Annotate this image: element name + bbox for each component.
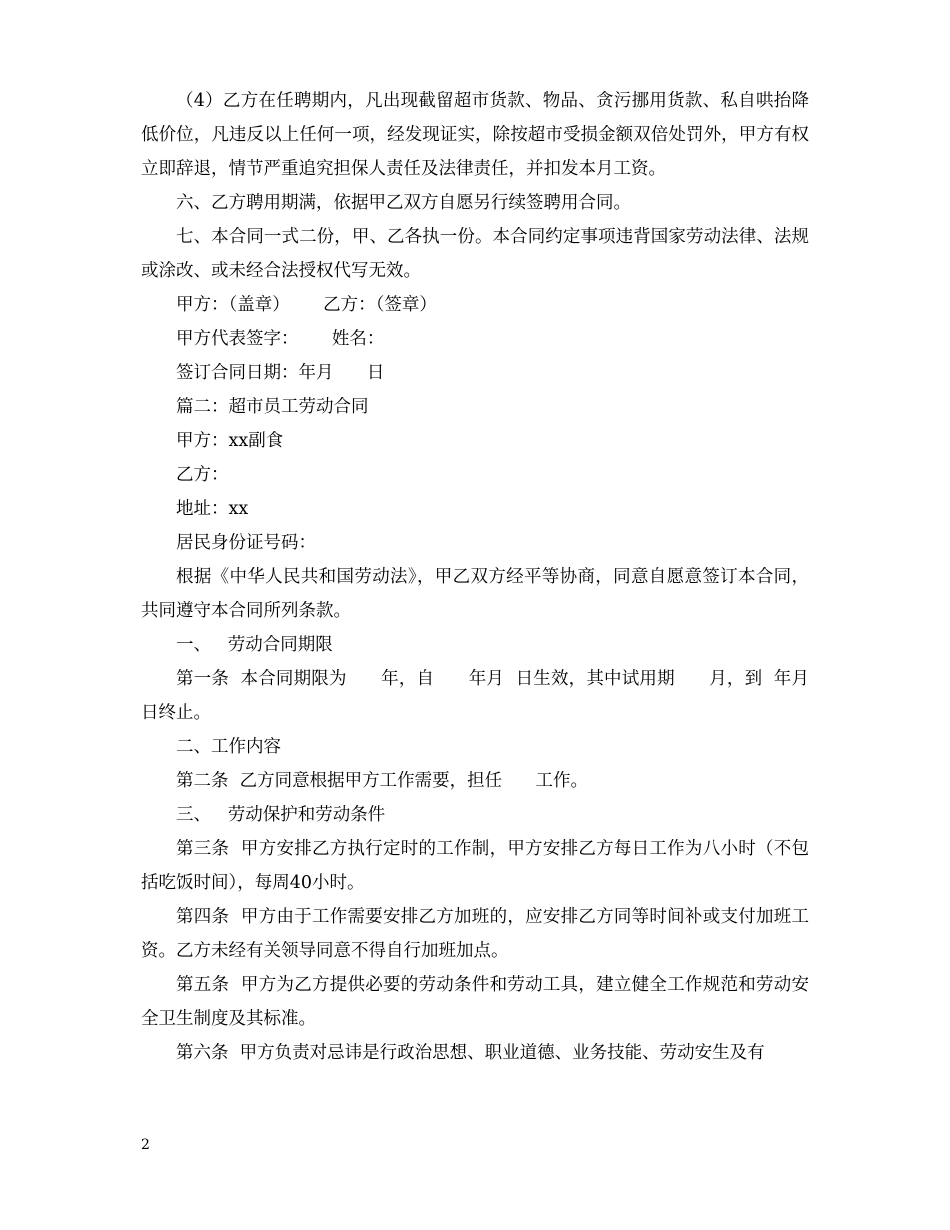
paragraph-signature-seals: 甲方：（盖章） 乙方：（签章） xyxy=(176,295,437,315)
heading-labor-protection: 三、 劳动保护和劳动条件 xyxy=(176,805,386,825)
paragraph-id-number: 居民身份证号码： xyxy=(176,533,316,553)
heading-work-content: 二、工作内容 xyxy=(176,737,281,757)
paragraph-penalty-clause: （4）乙方在任聘期内，凡出现截留超市货款、物品、贪污挪用货款、私自哄抬降低价位，凡违反以上任何一项，经发现证实，除按超市受损金额双倍处罚外，甲方有权立即辞退，情节严重追究担保人责任及法律责任，并扣发本月工资。 xyxy=(141,91,809,179)
paragraph-party-b: 乙方： xyxy=(176,465,229,485)
paragraph-clause-seven: 七、本合同一式二份，甲、乙各执一份。本合同约定事项违背国家劳动法律、法规或涂改、或未经合法授权代写无效。 xyxy=(141,227,809,281)
page-number: 2 xyxy=(141,1137,150,1153)
paragraph-basis: 根据《中华人民共和国劳动法》，甲乙双方经平等协商，同意自愿意签订本合同，共同遵守本合同所列条款。 xyxy=(141,567,809,621)
paragraph-party-a: 甲方：xx副食 xyxy=(176,431,284,451)
paragraph-representative-signature: 甲方代表签字： 姓名： xyxy=(176,329,385,349)
document-body xyxy=(141,84,809,1070)
paragraph-article-five: 第五条 甲方为乙方提供必要的劳动条件和劳动工具，建立健全工作规范和劳动安全卫生制度及其标准。 xyxy=(141,975,809,1029)
paragraph-signing-date: 签订合同日期：年月 日 xyxy=(176,363,385,383)
paragraph-article-two: 第二条 乙方同意根据甲方工作需要，担任 工作。 xyxy=(176,771,589,791)
paragraph-article-three: 第三条 甲方安排乙方执行定时的工作制，甲方安排乙方每日工作为八小时（不包括吃饭时间），每周40小时。 xyxy=(141,839,809,893)
paragraph-address: 地址：xx xyxy=(176,499,249,519)
paragraph-article-six: 第六条 甲方负责对忌讳是行政治思想、职业道德、业务技能、劳动安生及有 xyxy=(176,1043,765,1063)
paragraph-section-two-title: 篇二：超市员工劳动合同 xyxy=(176,397,369,417)
paragraph-article-four: 第四条 甲方由于工作需要安排乙方加班的，应安排乙方同等时间补或支付加班工资。乙方未经有关领导同意不得自行加班加点。 xyxy=(141,907,809,961)
heading-contract-term: 一、 劳动合同期限 xyxy=(176,635,333,655)
paragraph-article-one: 第一条 本合同期限为 年，自 年月 日生效，其中试用期 月，到 年月日终止。 xyxy=(141,669,809,723)
paragraph-clause-six: 六、乙方聘用期满，依据甲乙双方自愿另行续签聘用合同。 xyxy=(176,193,631,213)
